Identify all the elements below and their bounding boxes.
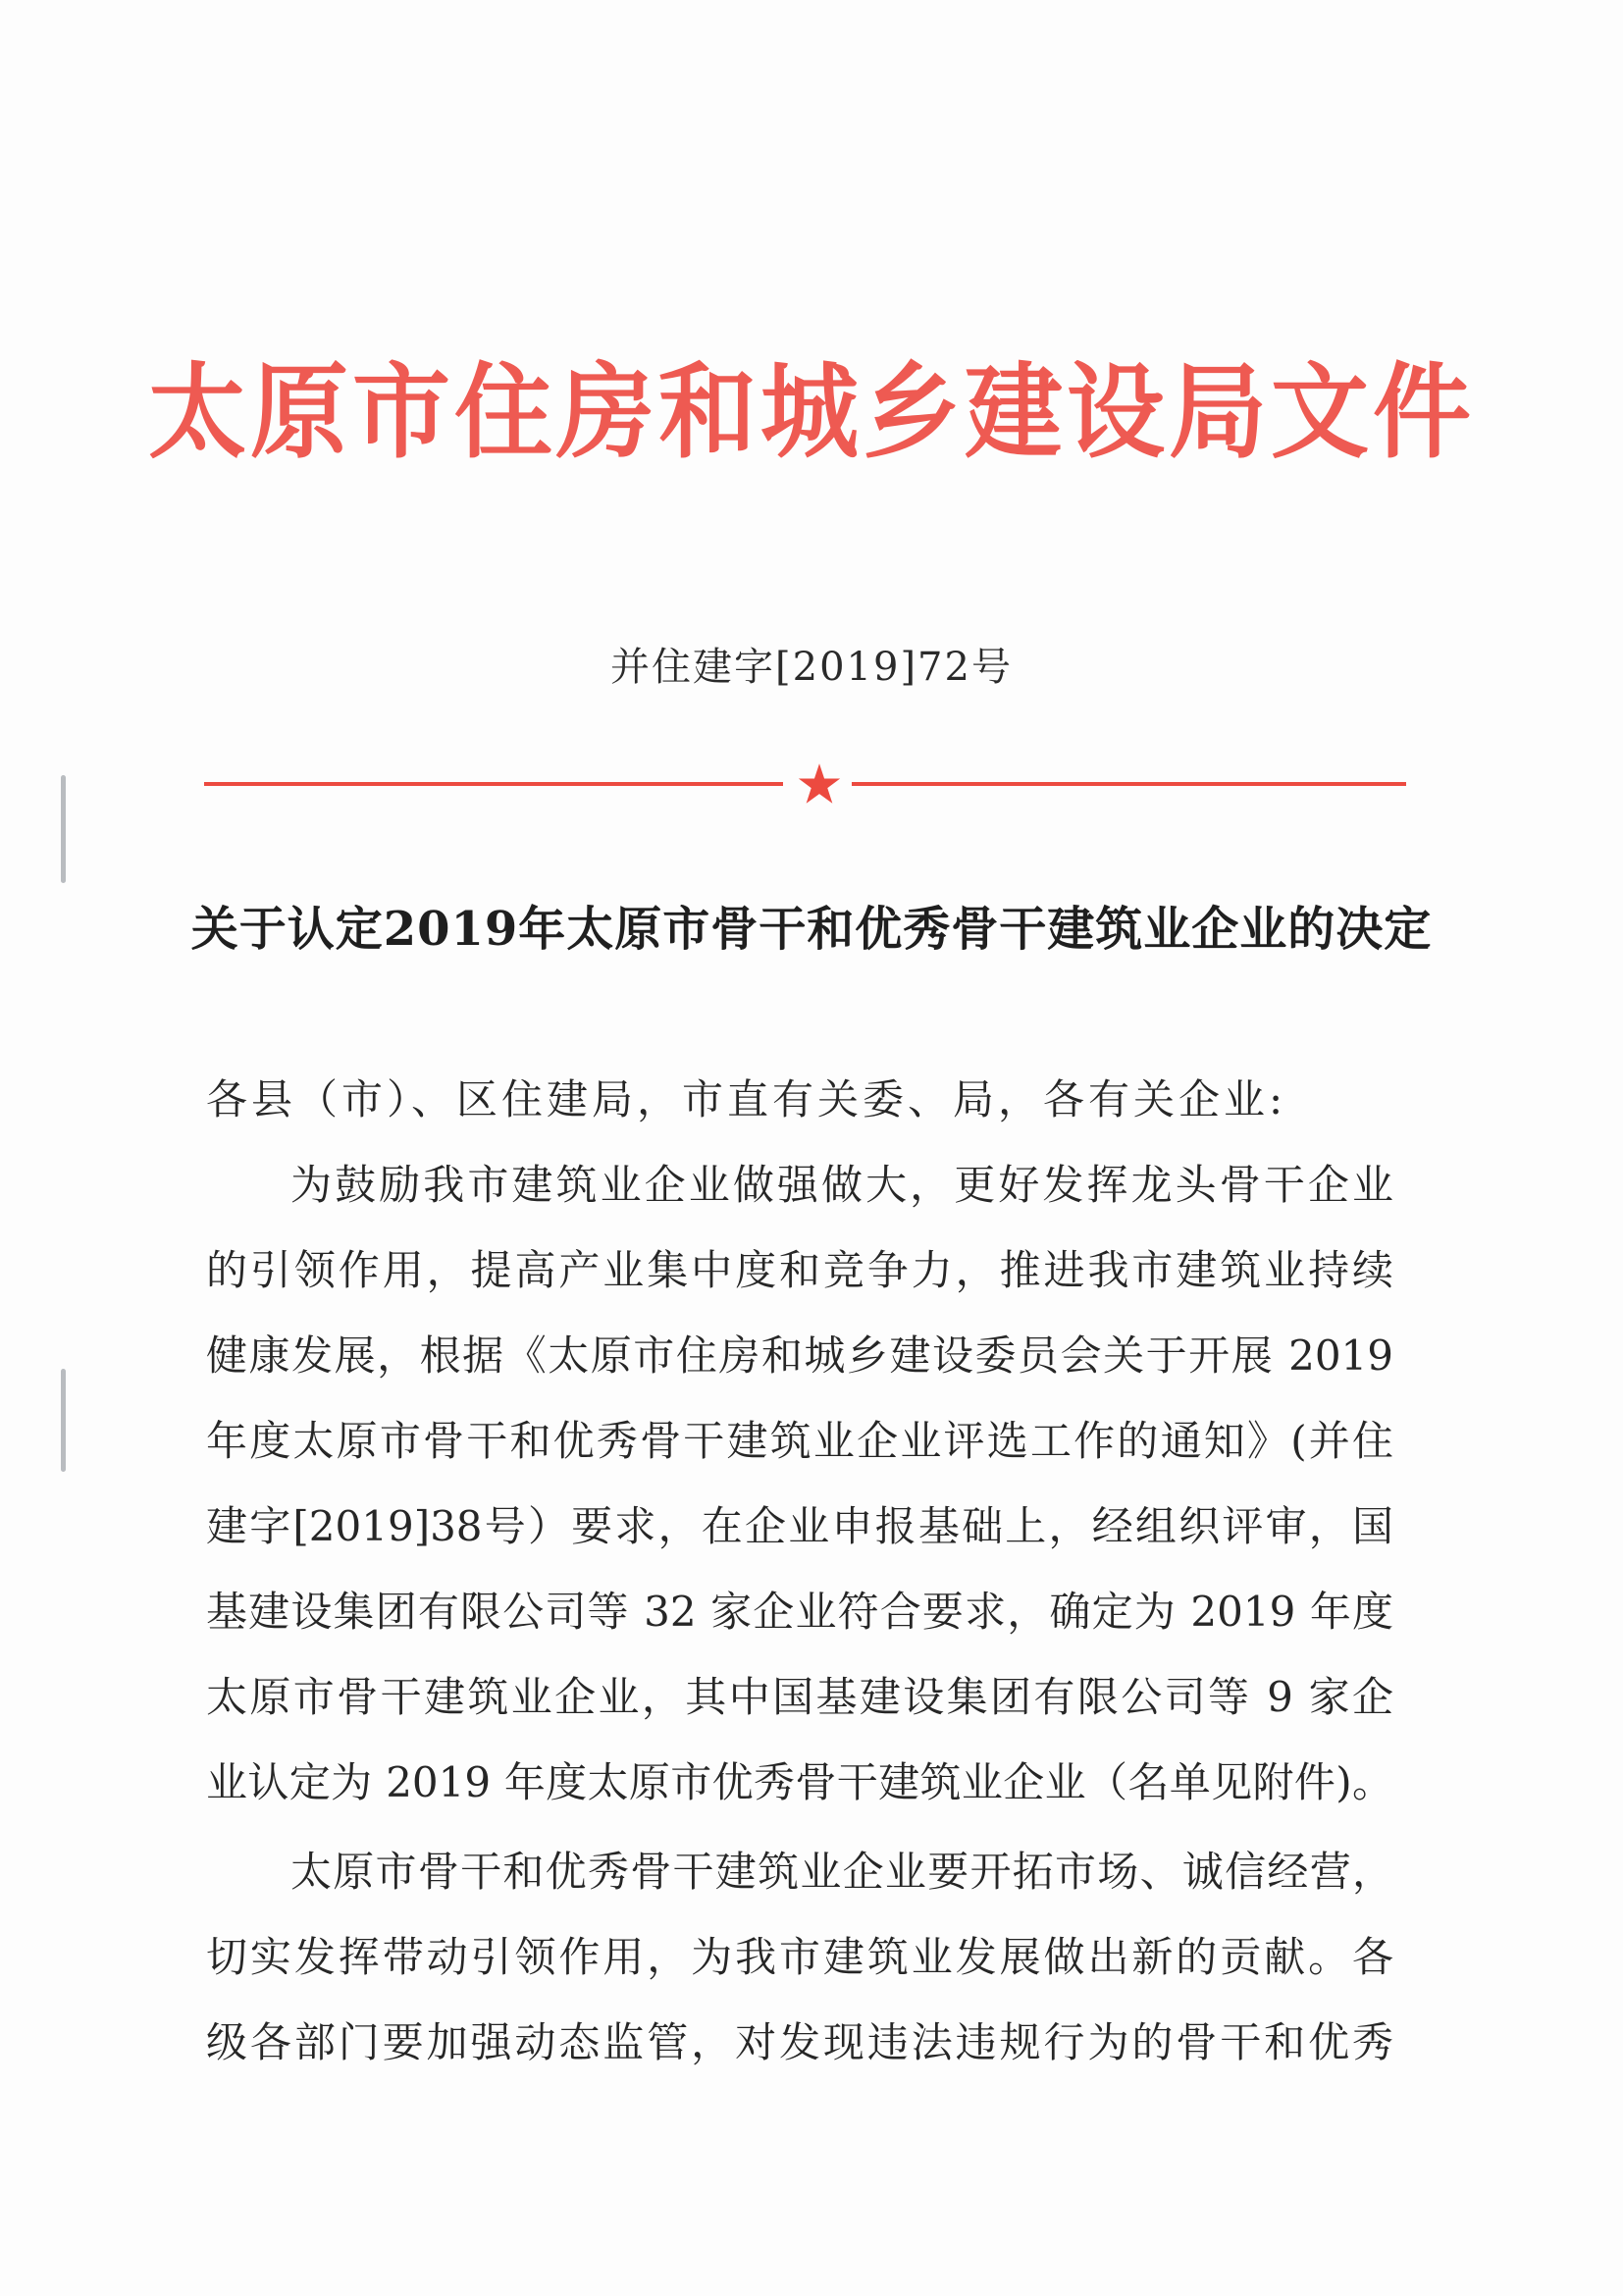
paragraph-line: 健康发展，根据《太原市住房和城乡建设委员会关于开展 2019 [206,1331,1393,1380]
paragraph-line: 为鼓励我市建筑业企业做强做大，更好发挥龙头骨干企业 [290,1161,1393,1209]
salutation: 各县（市）、区住建局，市直有关委、局，各有关企业: [206,1075,1287,1123]
star-icon [797,761,842,807]
paragraph-line: 建字[2019]38号）要求，在企业申报基础上，经组织评审，国 [206,1502,1393,1550]
paragraph-line: 的引领作用，提高产业集中度和竞争力，推进我市建筑业持续 [206,1246,1393,1294]
paragraph-line: 业认定为 2019 年度太原市优秀骨干建筑业企业（名单见附件)。 [206,1758,1393,1806]
paragraph-line: 切实发挥带动引领作用，为我市建筑业发展做出新的贡献。各 [206,1933,1393,1981]
divider-line-right [852,782,1406,786]
decision-title: 关于认定2019年太原市骨干和优秀骨干建筑业企业的决定 [190,902,1433,957]
divider-line-left [204,782,783,786]
red-divider [204,763,1406,805]
staple-mark [61,1369,66,1472]
paragraph-line: 太原市骨干和优秀骨干建筑业企业要开拓市场、诚信经营， [290,1848,1393,1896]
paragraph-line: 级各部门要加强动态监管，对发现违法违规行为的骨干和优秀 [206,2018,1393,2066]
issuing-authority-header: 太原市住房和城乡建设局文件 [148,351,1475,473]
paragraph-line: 年度太原市骨干和优秀骨干建筑业企业评选工作的通知》(并住 [206,1417,1393,1465]
document-number: 并住建字[2019]72号 [610,645,1013,690]
paragraph-line: 基建设集团有限公司等 32 家企业符合要求，确定为 2019 年度 [206,1588,1393,1636]
staple-mark [61,775,66,883]
paragraph-line: 太原市骨干建筑业企业，其中国基建设集团有限公司等 9 家企 [206,1673,1393,1721]
